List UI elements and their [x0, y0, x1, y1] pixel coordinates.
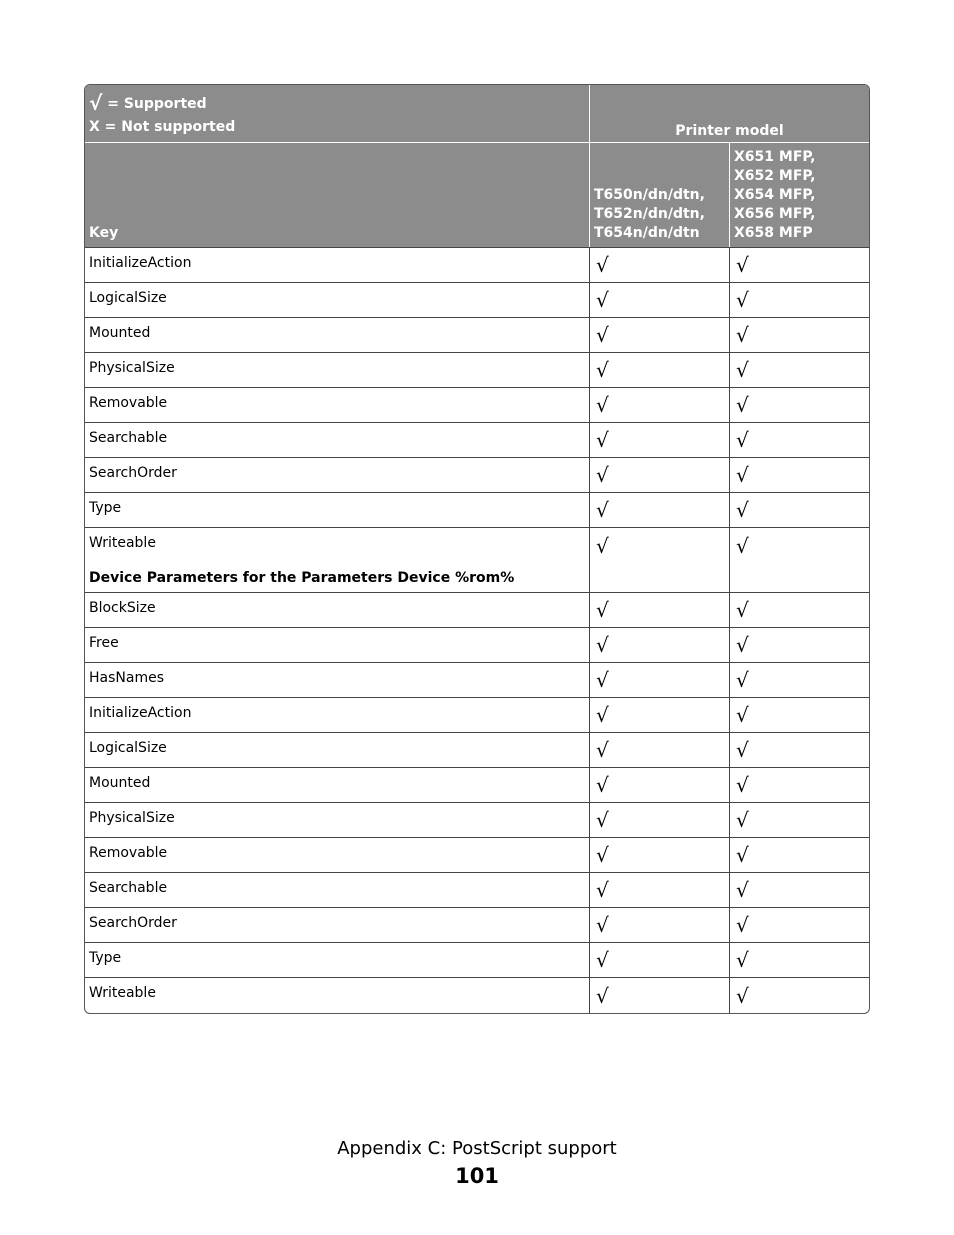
- checkmark-icon: √: [736, 843, 749, 867]
- checkmark-icon: √: [596, 323, 609, 347]
- section-empty-cell: [590, 563, 730, 592]
- table-row: [85, 978, 869, 1013]
- checkmark-icon: √: [736, 948, 749, 972]
- row-key: Searchable: [85, 423, 590, 457]
- table-row: [85, 908, 869, 943]
- checkmark-icon: √: [736, 598, 749, 622]
- section-row: [85, 563, 869, 593]
- row-key: Type: [85, 943, 590, 977]
- page-number: 101: [455, 1164, 499, 1188]
- checkmark-icon: √: [596, 498, 609, 522]
- checkmark-icon: √: [596, 703, 609, 727]
- t650-support-cell: [590, 528, 730, 563]
- row-key: InitializeAction: [85, 248, 590, 282]
- t650-support-cell: [590, 978, 730, 1013]
- checkmark-icon: √: [736, 288, 749, 312]
- checkmark-icon: √: [736, 983, 749, 1008]
- table-row: [85, 593, 869, 628]
- x651-support-cell: [730, 593, 869, 627]
- row-key: Removable: [85, 388, 590, 422]
- x651-support-cell: [730, 803, 869, 837]
- t650-support-cell: [590, 493, 730, 527]
- checkmark-icon: √: [596, 533, 609, 558]
- table-row: [85, 943, 869, 978]
- x651-support-cell: [730, 283, 869, 317]
- t650-support-cell: [590, 943, 730, 977]
- checkmark-icon: √: [736, 323, 749, 347]
- checkmark-icon: √: [736, 878, 749, 902]
- t650-support-cell: [590, 733, 730, 767]
- key-header: Key: [85, 143, 590, 247]
- row-key: SearchOrder: [85, 458, 590, 492]
- t650-support-cell: [590, 388, 730, 422]
- table-row: [85, 873, 869, 908]
- model-t650-header: T650n/dn/dtn, T652n/dn/dtn, T654n/dn/dtn: [590, 143, 730, 247]
- rows-bottom: [85, 593, 869, 1013]
- checkmark-icon: √: [736, 738, 749, 762]
- checkmark-icon: √: [596, 913, 609, 937]
- table-row: [85, 838, 869, 873]
- row-key: Mounted: [85, 768, 590, 802]
- row-key: Free: [85, 628, 590, 662]
- checkmark-icon: √: [596, 983, 609, 1008]
- checkmark-icon: √: [736, 428, 749, 452]
- printer-model-header: Printer model: [589, 85, 869, 142]
- table-header-row-1: [85, 85, 869, 143]
- checkmark-icon: √: [596, 393, 609, 417]
- checkmark-icon: √: [736, 253, 749, 277]
- t650-support-cell: [590, 423, 730, 457]
- t650-support-cell: [590, 838, 730, 872]
- x651-support-cell: [730, 318, 869, 352]
- t650-support-cell: [590, 248, 730, 282]
- row-key: Writeable: [85, 528, 590, 563]
- checkmark-icon: √: [736, 498, 749, 522]
- section-title: Device Parameters for the Parameters Device %rom%: [85, 563, 590, 592]
- x651-support-cell: [730, 528, 869, 563]
- t650-support-cell: [590, 318, 730, 352]
- t650-support-cell: [590, 593, 730, 627]
- t650-support-cell: [590, 768, 730, 802]
- x651-support-cell: [730, 458, 869, 492]
- legend-supported: √ = Supported: [89, 91, 207, 115]
- table-row: [85, 803, 869, 838]
- x651-support-cell: [730, 908, 869, 942]
- t650-support-cell: [590, 353, 730, 387]
- row-key: Type: [85, 493, 590, 527]
- checkmark-icon: √: [736, 913, 749, 937]
- row-key: PhysicalSize: [85, 353, 590, 387]
- x651-support-cell: [730, 698, 869, 732]
- x651-support-cell: [730, 628, 869, 662]
- table-row: [85, 248, 869, 283]
- checkmark-icon: √: [596, 668, 609, 692]
- checkmark-icon: √: [89, 91, 103, 115]
- row-key: HasNames: [85, 663, 590, 697]
- checkmark-icon: √: [736, 463, 749, 487]
- table-row: [85, 733, 869, 768]
- table-row: [85, 388, 869, 423]
- row-key: PhysicalSize: [85, 803, 590, 837]
- t650-support-cell: [590, 663, 730, 697]
- table-row: [85, 458, 869, 493]
- row-key: Mounted: [85, 318, 590, 352]
- x651-support-cell: [730, 943, 869, 977]
- table-row: [85, 698, 869, 733]
- table-row: [85, 423, 869, 458]
- checkmark-icon: √: [596, 878, 609, 902]
- checkmark-icon: √: [736, 668, 749, 692]
- x651-support-cell: [730, 353, 869, 387]
- x651-support-cell: [730, 873, 869, 907]
- table-row: [85, 528, 869, 563]
- table-row: [85, 628, 869, 663]
- table-row: [85, 353, 869, 388]
- checkmark-icon: √: [596, 463, 609, 487]
- table-row: [85, 663, 869, 698]
- x651-support-cell: [730, 248, 869, 282]
- checkmark-icon: √: [596, 843, 609, 867]
- checkmark-icon: √: [596, 598, 609, 622]
- x651-support-cell: [730, 978, 869, 1013]
- row-key: LogicalSize: [85, 283, 590, 317]
- row-key: InitializeAction: [85, 698, 590, 732]
- checkmark-icon: √: [736, 773, 749, 797]
- support-table: [84, 84, 870, 1014]
- legend-not-supported: X = Not supported: [89, 119, 236, 135]
- rows-top: [85, 248, 869, 563]
- table-header-row-2: [85, 143, 869, 248]
- legend-cell: [85, 85, 590, 142]
- checkmark-icon: √: [596, 948, 609, 972]
- table-row: [85, 318, 869, 353]
- t650-support-cell: [590, 908, 730, 942]
- table-row: [85, 283, 869, 318]
- checkmark-icon: √: [596, 288, 609, 312]
- x651-support-cell: [730, 768, 869, 802]
- t650-support-cell: [590, 873, 730, 907]
- table-row: [85, 493, 869, 528]
- checkmark-icon: √: [736, 633, 749, 657]
- row-key: BlockSize: [85, 593, 590, 627]
- t650-support-cell: [590, 628, 730, 662]
- x651-support-cell: [730, 388, 869, 422]
- x651-support-cell: [730, 663, 869, 697]
- model-x651-header: X651 MFP, X652 MFP, X654 MFP, X656 MFP, X658 MFP: [734, 149, 816, 241]
- t650-support-cell: [590, 283, 730, 317]
- checkmark-icon: √: [596, 253, 609, 277]
- checkmark-icon: √: [596, 633, 609, 657]
- checkmark-icon: √: [596, 738, 609, 762]
- row-key: SearchOrder: [85, 908, 590, 942]
- t650-support-cell: [590, 803, 730, 837]
- t650-support-cell: [590, 458, 730, 492]
- checkmark-icon: √: [736, 533, 749, 558]
- checkmark-icon: √: [596, 428, 609, 452]
- checkmark-icon: √: [596, 358, 609, 382]
- table-row: [85, 768, 869, 803]
- checkmark-icon: √: [596, 773, 609, 797]
- row-key: Searchable: [85, 873, 590, 907]
- row-key: Writeable: [85, 978, 590, 1013]
- x651-support-cell: [730, 493, 869, 527]
- checkmark-icon: √: [736, 703, 749, 727]
- t650-support-cell: [590, 698, 730, 732]
- x651-support-cell: [730, 838, 869, 872]
- x651-support-cell: [730, 423, 869, 457]
- checkmark-icon: √: [736, 393, 749, 417]
- checkmark-icon: √: [736, 808, 749, 832]
- checkmark-icon: √: [596, 808, 609, 832]
- row-key: LogicalSize: [85, 733, 590, 767]
- section-empty-cell: [730, 563, 869, 592]
- x651-support-cell: [730, 733, 869, 767]
- row-key: Removable: [85, 838, 590, 872]
- checkmark-icon: √: [736, 358, 749, 382]
- footer-title: Appendix C: PostScript support: [337, 1138, 617, 1159]
